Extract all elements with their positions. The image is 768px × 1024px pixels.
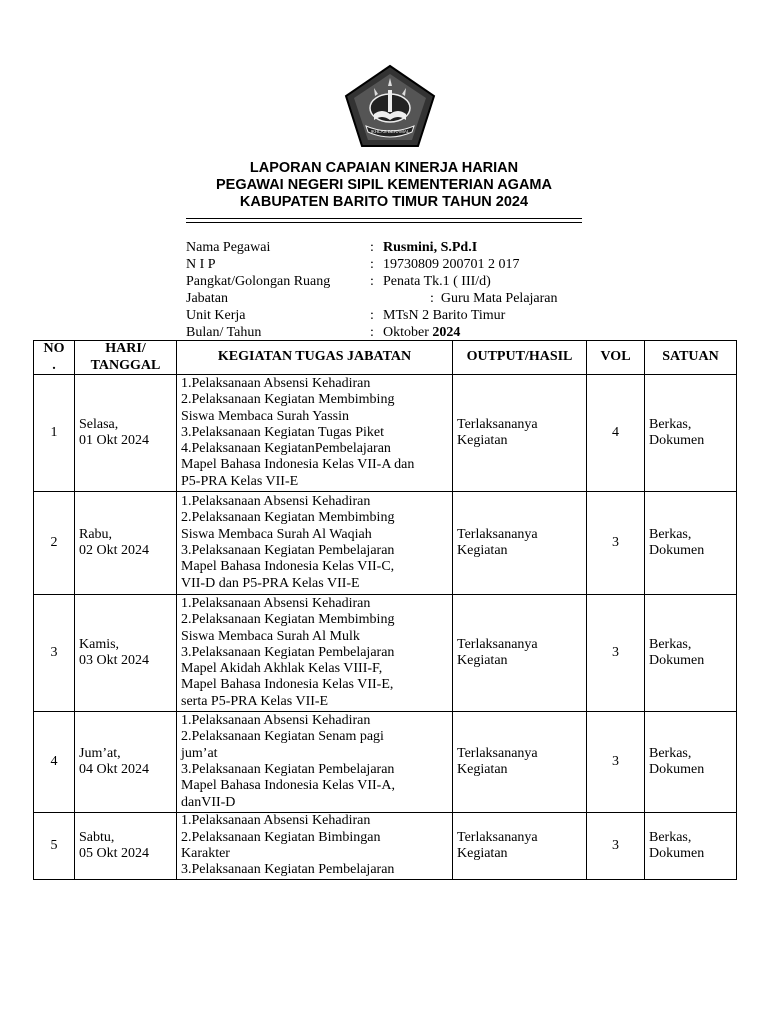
kemenag-logo: [344, 64, 436, 148]
row-output: Terlaksananya Kegiatan: [453, 492, 587, 595]
row-vol: 3: [587, 813, 645, 880]
row-satuan: Berkas, Dokumen: [645, 813, 737, 880]
row-activities: 1.Pelaksanaan Absensi Kehadiran 2.Pelaksanaan Kegiatan Bimbingan Karakter 3.Pelaksanaan Kegiatan Pembelajaran: [177, 813, 453, 880]
row-output: Terlaksananya Kegiatan: [453, 595, 587, 712]
pangkat-label: Pangkat/Golongan Ruang: [186, 274, 331, 289]
colon: :: [370, 308, 374, 323]
nip-label: N I P: [186, 257, 216, 272]
row-activities: 1.Pelaksanaan Absensi Kehadiran 2.Pelaksanaan Kegiatan Senam pagi jum’at 3.Pelaksanaan Kegiatan Pembelajaran Mapel Bahasa Indonesia Kelas VII-A, danVII-D: [177, 712, 453, 813]
row-vol: 4: [587, 375, 645, 492]
bulan-year: 2024: [432, 325, 461, 340]
col-header-kegiatan: KEGIATAN TUGAS JABATAN: [177, 341, 453, 375]
row-output: Terlaksananya Kegiatan: [453, 712, 587, 813]
unit-label: Unit Kerja: [186, 308, 246, 323]
row-no: 1: [34, 375, 75, 492]
jabatan-label: Jabatan: [186, 291, 228, 306]
row-no: 3: [34, 595, 75, 712]
row-activities: 1.Pelaksanaan Absensi Kehadiran 2.Pelaksanaan Kegiatan Membimbing Siswa Membaca Surah Yassin 3.Pelaksanaan Kegiatan Tugas Piket 4.Pelaksanaan KegiatanPembelajaran Mapel Bahasa Indonesia Kelas VII-A dan P5-PRA Kelas VII-E: [177, 375, 453, 492]
row-no: 5: [34, 813, 75, 880]
table-header-row: [34, 341, 737, 375]
row-output: Terlaksananya Kegiatan: [453, 813, 587, 880]
table-row: [34, 813, 737, 880]
col-header-vol: VOL: [587, 341, 645, 375]
col-header-satuan: SATUAN: [645, 341, 737, 375]
row-vol: 3: [587, 712, 645, 813]
bulan-value: Oktober: [383, 325, 433, 340]
row-satuan: Berkas, Dokumen: [645, 492, 737, 595]
jabatan-value: [430, 290, 558, 307]
logo-text: IKHLAS BERAMAL: [370, 129, 410, 134]
table-row: [34, 712, 737, 813]
nama-value: Rusmini, S.Pd.I: [383, 240, 478, 255]
row-activities: 1.Pelaksanaan Absensi Kehadiran 2.Pelaksanaan Kegiatan Membimbing Siswa Membaca Surah Al Mulk 3.Pelaksanaan Kegiatan Pembelajaran Mapel Akidah Akhlak Kelas VIII-F, Mapel Bahasa Indonesia Kelas VII-E, serta P5-PRA Kelas VII-E: [177, 595, 453, 712]
table-row: [34, 595, 737, 712]
row-activities: 1.Pelaksanaan Absensi Kehadiran 2.Pelaksanaan Kegiatan Membimbing Siswa Membaca Surah Al Waqiah 3.Pelaksanaan Kegiatan Pembelajaran Mapel Bahasa Indonesia Kelas VII-C, VII-D dan P5-PRA Kelas VII-E: [177, 492, 453, 595]
nip-value: 19730809 200701 2 017: [383, 257, 520, 272]
row-date: Kamis, 03 Okt 2024: [75, 595, 177, 712]
header-line-3: KABUPATEN BARITO TIMUR TAHUN 2024: [239, 194, 529, 210]
col-header-hari: HARI/ TANGGAL: [75, 341, 177, 375]
row-satuan: Berkas, Dokumen: [645, 712, 737, 813]
document-header: [0, 160, 768, 211]
header-line-2: PEGAWAI NEGERI SIPIL KEMENTERIAN AGAMA: [216, 177, 552, 193]
row-no: 4: [34, 712, 75, 813]
row-output: Terlaksananya Kegiatan: [453, 375, 587, 492]
table-row: [34, 492, 737, 595]
colon: :: [370, 257, 374, 272]
colon: :: [370, 274, 374, 289]
colon: :: [370, 240, 374, 255]
table-row: [34, 375, 737, 492]
bulan-label: Bulan/ Tahun: [186, 325, 262, 340]
col-header-output: OUTPUT/HASIL: [453, 341, 587, 375]
unit-value: MTsN 2 Barito Timur: [383, 308, 506, 323]
header-line-1: LAPORAN CAPAIAN KINERJA HARIAN: [249, 160, 519, 176]
row-date: Rabu, 02 Okt 2024: [75, 492, 177, 595]
col-header-no: NO .: [34, 341, 75, 375]
header-rule-top: [186, 218, 582, 219]
row-vol: 3: [587, 492, 645, 595]
nama-label: Nama Pegawai: [186, 240, 271, 255]
row-date: Sabtu, 05 Okt 2024: [75, 813, 177, 880]
pangkat-value: Penata Tk.1 ( III/d): [383, 274, 491, 289]
row-date: Jum’at, 04 Okt 2024: [75, 712, 177, 813]
colon: :: [370, 325, 374, 340]
row-satuan: Berkas, Dokumen: [645, 375, 737, 492]
jabatan-text: Guru Mata Pelajaran: [440, 291, 558, 306]
activity-table: [33, 340, 737, 880]
row-satuan: Berkas, Dokumen: [645, 595, 737, 712]
row-vol: 3: [587, 595, 645, 712]
header-rule-bottom: [186, 222, 582, 223]
row-no: 2: [34, 492, 75, 595]
row-date: Selasa, 01 Okt 2024: [75, 375, 177, 492]
colon: :: [430, 291, 434, 306]
